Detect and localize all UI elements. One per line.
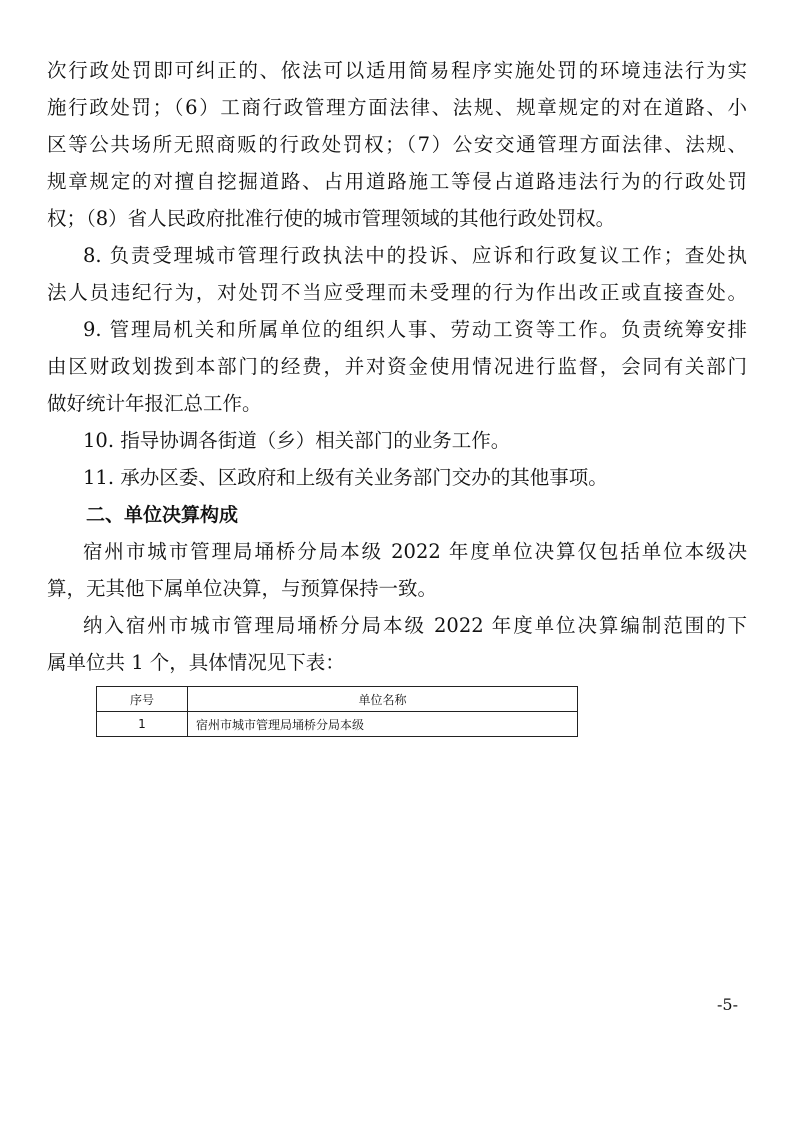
table-cell-unit-name: 宿州市城市管理局埇桥分局本级 [188,712,578,737]
subordinate-units-table [96,686,578,737]
paragraph-line: 规章规定的对擅自挖掘道路、占用道路施工等侵占道路违法行为的行政处罚 [47,170,747,193]
section-paragraph-line: 宿州市城市管理局埇桥分局本级 2022 年度单位决算仅包括单位本级决 [83,540,747,563]
table-cell-index: 1 [97,712,188,737]
paragraph-line: 区等公共场所无照商贩的行政处罚权；（7）公安交通管理方面法律、法规、 [47,133,747,156]
table-row [97,712,578,737]
list-item-9-line: 9. 管理局机关和所属单位的组织人事、劳动工资等工作。负责统筹安排 [83,318,747,341]
section-paragraph-line: 算，无其他下属单位决算，与预算保持一致。 [47,577,438,600]
section-paragraph-line: 纳入宿州市城市管理局埇桥分局本级 2022 年度单位决算编制范围的下 [83,614,747,637]
list-item-9-line: 做好统计年报汇总工作。 [47,392,262,415]
table-header-row [97,687,578,712]
list-item-9-line: 由区财政划拨到本部门的经费，并对资金使用情况进行监督，会同有关部门 [47,355,747,378]
paragraph-line: 次行政处罚即可纠正的、依法可以适用简易程序实施处罚的环境违法行为实 [47,59,747,82]
paragraph-line: 权；（8）省人民政府批准行使的城市管理领域的其他行政处罚权。 [47,207,616,230]
list-item-8-line: 法人员违纪行为，对处罚不当应受理而未受理的行为作出改正或直接查处。 [47,281,747,304]
section-paragraph-line: 属单位共 1 个，具体情况见下表： [47,651,345,674]
page-number: -5- [717,995,738,1014]
paragraph-line: 施行政处罚；（6）工商行政管理方面法律、法规、规章规定的对在道路、小 [47,96,747,119]
list-item-8-line: 8. 负责受理城市管理行政执法中的投诉、应诉和行政复议工作；查处执 [83,244,747,267]
list-item-11: 11. 承办区委、区政府和上级有关业务部门交办的其他事项。 [83,466,608,489]
section-heading: 二、单位决算构成 [86,504,239,526]
list-item-10: 10. 指导协调各街道（乡）相关部门的业务工作。 [83,429,511,452]
column-header-unit-name: 单位名称 [188,687,578,712]
column-header-index: 序号 [97,687,188,712]
